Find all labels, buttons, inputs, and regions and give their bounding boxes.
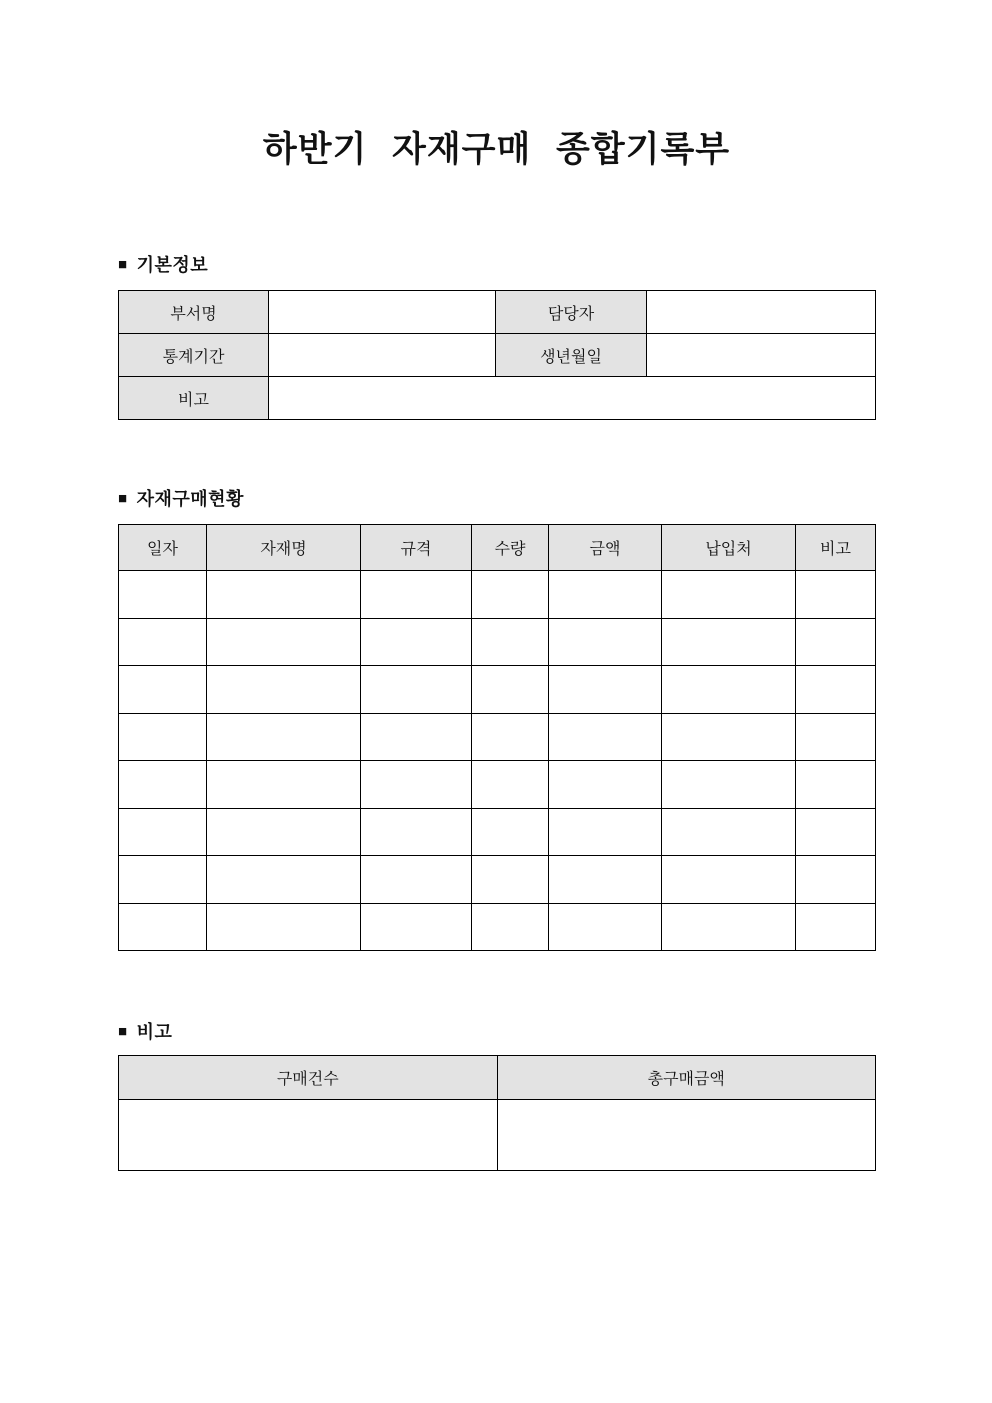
- empty-cell: [361, 571, 472, 619]
- purchase-table-body: [119, 571, 876, 951]
- page-title: 하반기 자재구매 종합기록부: [262, 130, 731, 169]
- col-header-material-name: 자재명: [207, 525, 361, 571]
- empty-cell: [472, 903, 549, 951]
- table-row: [119, 903, 876, 951]
- empty-cell: [472, 618, 549, 666]
- table-row: [119, 334, 876, 377]
- empty-cell: [472, 856, 549, 904]
- empty-cell: [361, 666, 472, 714]
- value-cell-birth-date: [647, 334, 876, 377]
- value-cell-remarks: [269, 377, 876, 420]
- table-row: [119, 808, 876, 856]
- summary-table: [118, 1055, 876, 1171]
- table-row: [119, 291, 876, 334]
- section-title-basic-info: 기본정보: [136, 255, 209, 275]
- section-header-purchase-status: [118, 487, 875, 511]
- table-row: [119, 666, 876, 714]
- empty-cell: [796, 808, 876, 856]
- table-row: [119, 618, 876, 666]
- col-header-date: 일자: [119, 525, 207, 571]
- empty-cell: [549, 666, 662, 714]
- section-square-icon: ■: [118, 1023, 128, 1040]
- empty-cell: [472, 713, 549, 761]
- empty-cell: [796, 856, 876, 904]
- empty-cell: [549, 903, 662, 951]
- section-title-remarks: 비고: [136, 1022, 173, 1042]
- empty-cell: [662, 666, 796, 714]
- empty-cell: [796, 618, 876, 666]
- empty-cell: [796, 571, 876, 619]
- empty-cell: [662, 856, 796, 904]
- col-header-supplier: 납입처: [662, 525, 796, 571]
- table-row: [119, 856, 876, 904]
- empty-cell: [119, 571, 207, 619]
- empty-cell: [662, 571, 796, 619]
- section-title-purchase-status: 자재구매현황: [136, 489, 244, 509]
- empty-cell: [207, 618, 361, 666]
- empty-cell: [472, 666, 549, 714]
- empty-cell: [207, 761, 361, 809]
- empty-cell: [549, 571, 662, 619]
- table-row: [119, 713, 876, 761]
- empty-cell: [662, 618, 796, 666]
- empty-cell: [119, 666, 207, 714]
- label-cell-person-in-charge: 담당자: [496, 291, 647, 334]
- value-cell-person-in-charge: [647, 291, 876, 334]
- empty-cell: [361, 856, 472, 904]
- empty-cell: [361, 713, 472, 761]
- empty-cell: [119, 713, 207, 761]
- empty-cell: [472, 761, 549, 809]
- section-header-remarks: [118, 1020, 875, 1044]
- empty-cell: [207, 571, 361, 619]
- empty-cell: [119, 808, 207, 856]
- section-square-icon: ■: [118, 490, 128, 507]
- empty-cell: [119, 618, 207, 666]
- basic-info-table: [118, 290, 876, 420]
- purchase-status-table: [118, 524, 876, 951]
- empty-cell: [361, 808, 472, 856]
- empty-cell: [472, 808, 549, 856]
- empty-cell: [549, 761, 662, 809]
- empty-cell: [119, 761, 207, 809]
- value-cell-purchase-count: [119, 1100, 498, 1171]
- empty-cell: [119, 856, 207, 904]
- empty-cell: [796, 761, 876, 809]
- empty-cell: [796, 903, 876, 951]
- table-row: [119, 377, 876, 420]
- label-cell-statistics-period: 통계기간: [119, 334, 269, 377]
- section-header-basic-info: [118, 253, 875, 277]
- empty-cell: [472, 571, 549, 619]
- section-square-icon: ■: [118, 256, 128, 273]
- empty-cell: [361, 903, 472, 951]
- document-content: [118, 0, 875, 1171]
- col-header-total-purchase-amount: 총구매금액: [497, 1056, 876, 1100]
- empty-cell: [796, 666, 876, 714]
- empty-cell: [207, 856, 361, 904]
- col-header-remarks: 비고: [796, 525, 876, 571]
- label-cell-department: 부서명: [119, 291, 269, 334]
- col-header-amount: 금액: [549, 525, 662, 571]
- table-header-row: [119, 1056, 876, 1100]
- col-header-quantity: 수량: [472, 525, 549, 571]
- table-row: [119, 1100, 876, 1171]
- empty-cell: [361, 761, 472, 809]
- value-cell-department: [269, 291, 496, 334]
- empty-cell: [549, 618, 662, 666]
- empty-cell: [662, 761, 796, 809]
- value-cell-statistics-period: [269, 334, 496, 377]
- empty-cell: [662, 713, 796, 761]
- label-cell-birth-date: 생년월일: [496, 334, 647, 377]
- col-header-specification: 규격: [361, 525, 472, 571]
- empty-cell: [662, 903, 796, 951]
- label-cell-remarks: 비고: [119, 377, 269, 420]
- empty-cell: [549, 856, 662, 904]
- empty-cell: [207, 808, 361, 856]
- empty-cell: [662, 808, 796, 856]
- table-row: [119, 571, 876, 619]
- empty-cell: [361, 618, 472, 666]
- value-cell-total-purchase-amount: [497, 1100, 876, 1171]
- empty-cell: [549, 713, 662, 761]
- empty-cell: [207, 903, 361, 951]
- table-header-row: [119, 525, 876, 571]
- empty-cell: [207, 666, 361, 714]
- empty-cell: [207, 713, 361, 761]
- empty-cell: [796, 713, 876, 761]
- table-row: [119, 761, 876, 809]
- empty-cell: [549, 808, 662, 856]
- col-header-purchase-count: 구매건수: [119, 1056, 498, 1100]
- empty-cell: [119, 903, 207, 951]
